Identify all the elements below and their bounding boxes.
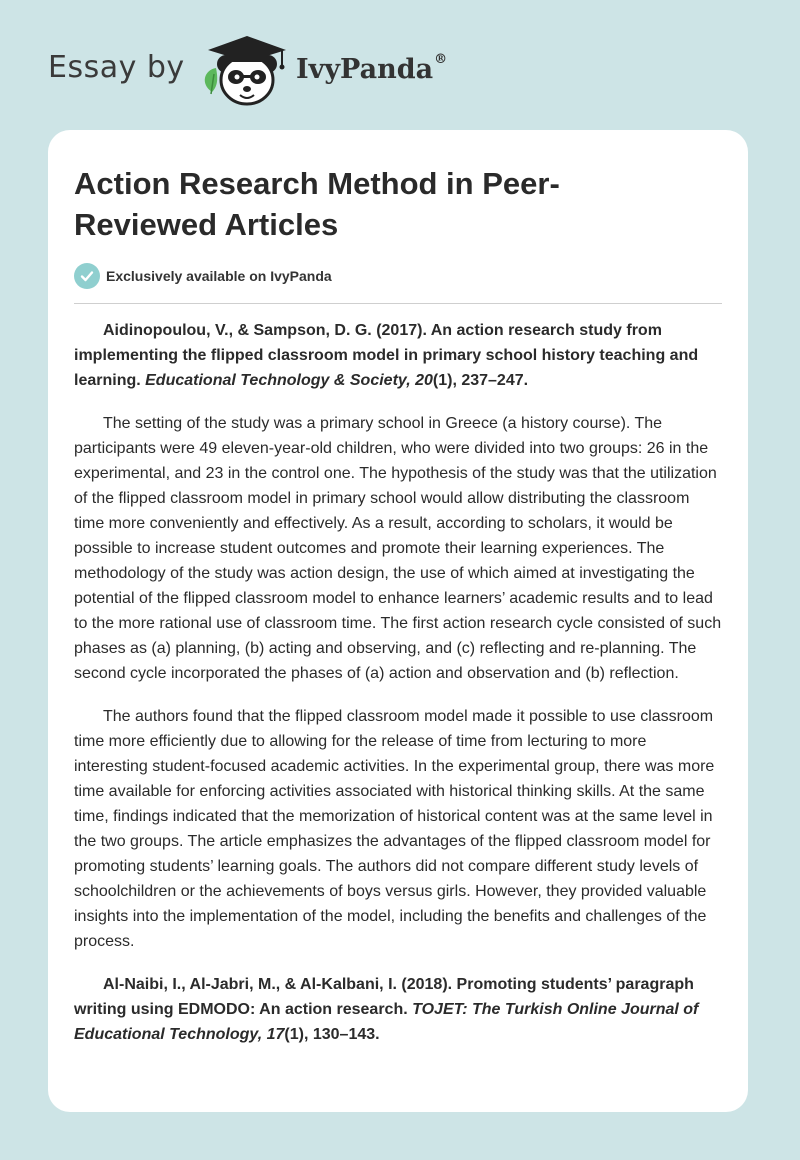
reference-1-journal: Educational Technology & Society, 20 (145, 372, 433, 389)
essay-card (48, 130, 748, 1112)
badge-label: Exclusively available on IvyPanda (106, 268, 332, 284)
brand-name[interactable] (296, 54, 447, 85)
panda-logo-icon[interactable] (198, 34, 292, 108)
divider (74, 303, 722, 304)
registered-mark: ® (434, 52, 448, 67)
reference-2 (74, 972, 722, 1047)
reference-2-text: Al-Naibi, I., Al-Jabri, M., & Al-Kalbani, I. (2018). Promoting students’ paragraph writing using EDMODO: An action research. (74, 976, 694, 1018)
reference-1 (74, 318, 722, 393)
paragraph-2: The authors found that the flipped classroom model made it possible to use classroom time more efficiently due to allowing for the release of time from lecturing to more interesting student-focused academic activities. In the experimental group, there was more time available for enforcing activities associated with historical thinking skills. At the same time, findings indicated that the memorization of historical content was at the same level in the two groups. The article emphasizes the advantages of the flipped classroom model for promoting students’ learning goals. The authors did not compare different study levels of schoolchildren or the achievements of boys versus girls. However, they provided valuable insights into the implementation of the model, including the benefits and challenges of the process. (74, 708, 715, 950)
reference-2-tail: (1), 130–143. (284, 1026, 380, 1043)
reference-1-text: Aidinopoulou, V., & Sampson, D. G. (2017). An action research study from implementing the flipped classroom model in primary school history teaching and learning. (74, 322, 699, 389)
reference-1-tail: (1), 237–247. (432, 372, 529, 389)
essay-body (74, 318, 722, 1065)
check-icon (74, 263, 100, 289)
brand-label: IvyPanda (296, 54, 434, 85)
paragraph-1: The setting of the study was a primary school in Greece (a history course). The participants were 49 eleven-year-old children, who were divided into two groups: 26 in the experimental, and 23 in the control one. The hypothesis of the study was that the utilization of the flipped classroom model in primary school would allow distributing the classroom time more conveniently and effectively. As a result, according to scholars, it would be possible to increase student outcomes and promote their learning experiences. The methodology of the study was action design, the use of which aimed at investigating the potential of the flipped classroom model to enhance learners’ academic results and to lead to the more rational use of classroom time. The first action research cycle consisted of such phases as (a) planning, (b) acting and observing, and (c) reflecting and re-planning. The second cycle incorporated the phases of (a) action and observation and (b) reflection. (74, 415, 722, 682)
site-header (0, 0, 800, 130)
reference-2-journal: TOJET: The Turkish Online Journal of Educational Technology, 17 (74, 1001, 699, 1043)
essay-by-label: Essay by (48, 50, 185, 85)
exclusive-badge (74, 263, 332, 289)
page-title: Action Research Method in Peer-Reviewed Articles (74, 166, 560, 242)
